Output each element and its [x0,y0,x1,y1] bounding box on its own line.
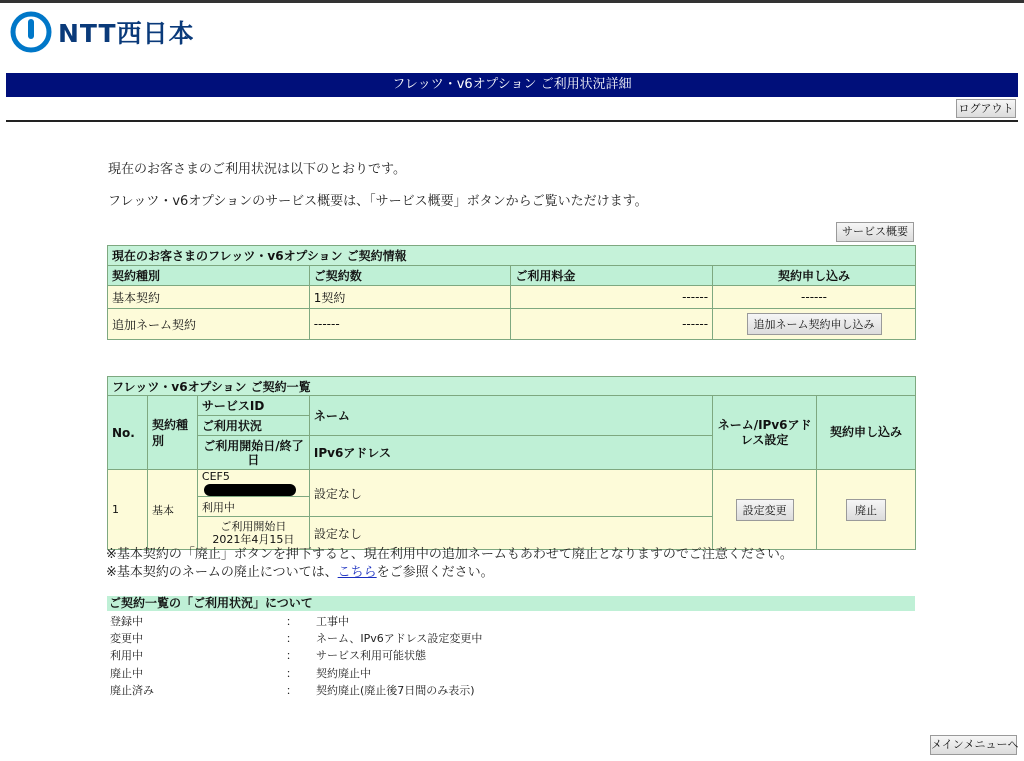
ntt-logo-icon [10,11,52,53]
intro-line-2: フレッツ・v6オプションのサービス概要は、「サービス概要」ボタンからご覧いただけます。 [108,194,648,209]
row-name: 設定なし [309,470,712,517]
header-contract-count: ご契約数 [309,266,511,286]
row-additional-fee: ------ [511,309,713,340]
intro-line-1: 現在のお客さまのご利用状況は以下のとおりです。 [108,162,406,177]
redacted-mark [204,484,296,496]
row-setting-cell [713,470,817,550]
add-name-contract-button[interactable]: 追加ネーム契約申し込み [747,313,882,335]
logout-button[interactable]: ログアウト [956,99,1016,118]
note-name-cancel [106,561,494,580]
table-row [108,309,916,340]
contract-info-caption: 現在のお客さまのフレッツ・v6オプション ご契約情報 [108,246,916,266]
list-item [110,665,610,681]
header-divider [6,120,1018,122]
row-apply-cell [817,470,916,550]
row-usage-status: 利用中 [197,497,309,517]
row-basic-type: 基本契約 [108,286,310,309]
header-type: 契約種別 [147,396,197,470]
contract-list-caption: フレッツ・v6オプション ご契約一覧 [108,377,916,396]
header-contract-type: 契約種別 [108,266,310,286]
header-service-id: サービスID [197,396,309,416]
status-term: 廃止済み [110,684,154,697]
list-item [110,613,610,629]
header-setting: ネーム/IPv6アドレス設定 [713,396,817,470]
contract-list-table [107,376,916,550]
row-basic-fee: ------ [511,286,713,309]
status-term: 変更中 [110,632,143,645]
contract-info-table [107,245,916,340]
row-no: 1 [108,470,148,550]
status-desc: 契約廃止中 [316,667,371,680]
row-service-id [197,470,309,497]
note2-text-before: ※基本契約のネームの廃止については、 [106,565,338,580]
logo-text: NTT西日本 [58,19,195,48]
header-contract-apply: 契約申し込み [817,396,916,470]
header-usage-status: ご利用状況 [197,416,309,436]
start-date: 2021年4月15日 [212,533,295,546]
list-item [110,630,610,646]
here-link[interactable]: こちら [337,565,377,580]
status-colon: ： [286,684,297,697]
top-border [0,0,1024,3]
status-colon: ： [286,615,297,628]
main-menu-button[interactable]: メインメニューへ [930,735,1017,755]
list-item [110,647,610,663]
page-title: フレッツ・v6オプション ご利用状況詳細 [6,73,1018,97]
cancel-contract-button[interactable]: 廃止 [846,499,886,521]
start-date-label: ご利用開始日 [220,520,287,533]
list-item [110,682,610,698]
status-term: 利用中 [110,649,143,662]
row-ipv6: 設定なし [309,517,712,550]
header-dates: ご利用開始日/終了日 [197,436,309,470]
row-type: 基本 [147,470,197,550]
status-colon: ： [286,667,297,680]
row-additional-apply [713,309,916,340]
note2-text-after: をご参照ください。 [376,565,494,580]
status-desc: 工事中 [316,615,349,628]
header-no: No. [108,396,148,470]
ntt-logo [10,10,195,54]
change-settings-button[interactable]: 設定変更 [736,499,794,521]
table-row [108,286,916,309]
status-term: 登録中 [110,615,143,628]
status-colon: ： [286,632,297,645]
status-desc: サービス利用可能状態 [316,649,426,662]
row-basic-apply: ------ [713,286,916,309]
service-id-prefix: CEF5 [201,470,230,483]
header-apply: 契約申し込み [713,266,916,286]
status-colon: ： [286,649,297,662]
row-basic-count: 1契約 [309,286,511,309]
status-term: 廃止中 [110,667,143,680]
status-desc: ネーム、IPv6アドレス設定変更中 [316,632,483,645]
row-additional-type: 追加ネーム契約 [108,309,310,340]
note-cancel-warning: ※基本契約の「廃止」ボタンを押下すると、現在利用中の追加ネームもあわせて廃止となりますのでご注意ください。 [106,547,793,562]
service-overview-button[interactable]: サービス概要 [836,222,914,242]
header-name: ネーム [309,396,712,436]
status-legend-title: ご契約一覧の「ご利用状況」について [107,596,915,611]
header-fee: ご利用料金 [511,266,713,286]
header-ipv6: IPv6アドレス [309,436,712,470]
table-row [108,470,916,497]
status-desc: 契約廃止(廃止後7日間のみ表示) [316,684,475,697]
row-additional-count: ------ [309,309,511,340]
